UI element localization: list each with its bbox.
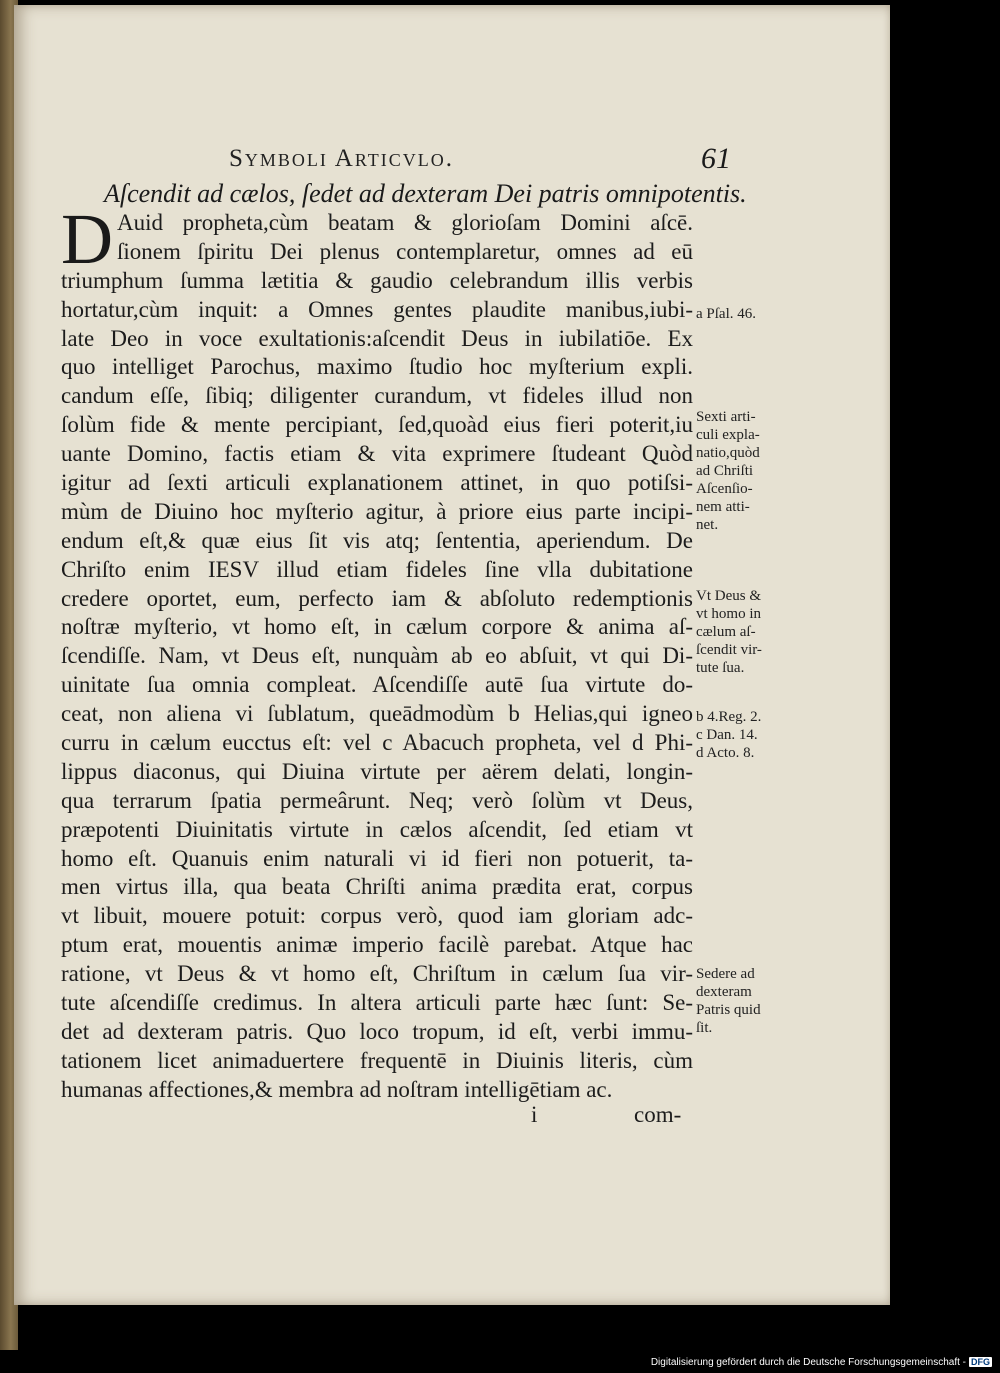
text-line: endum eſt,& quæ eius ſit vis atq; ſententia, aperiendum. De: [61, 527, 693, 553]
margin-note-line: ſit.: [696, 1020, 713, 1036]
margin-note-line: Patris quid: [696, 1002, 761, 1018]
margin-note-right-hand: [696, 965, 806, 1037]
margin-note-line: ad Chriſti: [696, 463, 754, 479]
margin-note-line: c Dan. 14.: [696, 727, 758, 743]
signature-mark: i: [531, 1102, 538, 1127]
margin-note-line: b 4.Reg. 2.: [696, 709, 762, 725]
margin-note-line: dexteram: [696, 984, 752, 1000]
catchword: com-: [634, 1102, 682, 1127]
text-line: det ad dexteram patris. Quo loco tropum, id eſt, verbi immu-: [61, 1018, 693, 1044]
margin-note-line: ſcendit vir-: [696, 642, 762, 658]
margin-note-god-and-man: [696, 587, 806, 677]
text-line: mùm de Diuino hoc myſterio agitur, à priore eius parte incipi-: [61, 498, 693, 524]
text-line: curru in cælum eucctus eſt: vel c Abacuch propheta, vel d Phi-: [61, 730, 693, 756]
text-line: humanas affectiones,& membra ad noſtram intelligētiam ac.: [61, 1076, 613, 1102]
text-line: triumphum ſumma lætitia & gaudio celebrandum illis verbis: [61, 267, 693, 293]
margin-note-line: tute ſua.: [696, 660, 745, 676]
text-line: qua terrarum ſpatia permeârunt. Neq; verò ſolùm vt Deus,: [61, 787, 693, 813]
margin-note-line: cælum aſ-: [696, 624, 756, 640]
margin-note-line: culi expla-: [696, 427, 760, 443]
margin-note-psalm: [696, 305, 806, 323]
margin-note-line: Aſcenſio-: [696, 481, 753, 497]
article-heading: Aſcendit ad cælos, ſedet ad dexteram Dei patris omnipotentis.: [104, 179, 747, 208]
text-line: uinitate ſua omnia compleat. Aſcendiſſe autē ſua virtute do-: [61, 672, 693, 698]
margin-note-line: Vt Deus &: [696, 588, 761, 604]
margin-note-line: nem atti-: [696, 499, 750, 515]
text-line: credere oportet, eum, perfecto iam & abſoluto redemptionis: [61, 585, 693, 611]
main-text-block: [61, 199, 693, 1105]
text-line: Chriſto enim IESV illud etiam fideles ſine vlla dubitatione: [61, 556, 693, 582]
text-line: ſolùm fide & mente percipiant, ſed,quoàd eius fieri poterit,iu: [61, 412, 693, 438]
text-line: uante Domino, factis etiam & vita exprimere ſtudeant Quòd: [61, 441, 693, 467]
text-line: candum eſſe, ſibiq; diligenter curandum, vt fideles illud non: [61, 383, 693, 409]
margin-note-line: natio,quòd: [696, 445, 760, 461]
text-line: homo eſt. Quanuis enim naturali vi id fieri non potuerit, ta-: [61, 845, 693, 871]
margin-note-line: Sexti arti-: [696, 409, 756, 425]
margin-note-line: d Acto. 8.: [696, 745, 755, 761]
text-line: tationem licet animaduertere frequentē in Diuinis literis, cùm: [61, 1047, 693, 1073]
text-line: ſionem ſpiritu Dei plenus contemplaretur, omnes ad eū: [117, 238, 693, 264]
digitization-credit: [651, 1357, 992, 1368]
text-line: ratione, vt Deus & vt homo eſt, Chriſtum in cælum ſua vir-: [61, 961, 693, 987]
running-title: Symboli Articvlo.: [229, 145, 454, 172]
text-line: vt libuit, mouere potuit: corpus verò, quod iam gloriam adc-: [61, 903, 693, 929]
text-line: noſtræ myſterio, vt homo eſt, in cælum corpore & anima aſ-: [61, 614, 693, 640]
text-line: ſcendiſſe. Nam, vt Deus eſt, nunquàm ab eo abſuit, vt qui Di-: [61, 643, 693, 669]
text-line: men virtus illa, qua beata Chriſti anima prædita erat, corpus: [61, 874, 693, 900]
text-line: igitur ad ſexti articuli explanationem attinet, in quo potiſsi-: [61, 470, 693, 496]
margin-note-line: vt homo in: [696, 606, 762, 622]
margin-note-references: [696, 708, 806, 762]
margin-note-line: Sedere ad: [696, 966, 755, 982]
text-line: præpotenti Diuinitatis virtute in cælos aſcendit, ſed etiam vt: [61, 816, 693, 842]
text-line: lippus diaconus, qui Diuina virtute per aërem delati, longin-: [61, 758, 693, 784]
footer-text: Digitalisierung gefördert durch die Deutsche Forschungsgemeinschaft -: [650, 1357, 966, 1368]
dfg-logo-icon: DFG: [971, 1357, 990, 1367]
drop-capital: D: [61, 199, 113, 279]
margin-note-line: net.: [696, 517, 719, 533]
text-line: Auid propheta,cùm beatam & glorioſam Domini aſcē.: [117, 210, 693, 235]
book-page: [14, 5, 890, 1305]
text-line: ceat, non aliena vi ſublatum, queādmodùm b Helias,qui igneo: [61, 701, 693, 727]
text-line: quo intelliget Parochus, maximo ſtudio hoc myſterium expli.: [61, 354, 693, 380]
text-line: hortatur,cùm inquit: a Omnes gentes plaudite manibus,iubi-: [61, 296, 693, 322]
margin-note-line: a Pſal. 46.: [696, 306, 756, 322]
page-number: 61: [701, 142, 731, 175]
text-line: ptum erat, mouentis animæ imperio facilè parebat. Atque hac: [61, 932, 693, 958]
text-line: late Deo in voce exultationis:aſcendit Deus in iubilatiōe. Ex: [61, 325, 693, 351]
text-line: tute aſcendiſſe credimus. In altera articuli parte hæc ſunt: Se-: [61, 990, 693, 1016]
margin-note-sixth-article: [696, 408, 806, 534]
